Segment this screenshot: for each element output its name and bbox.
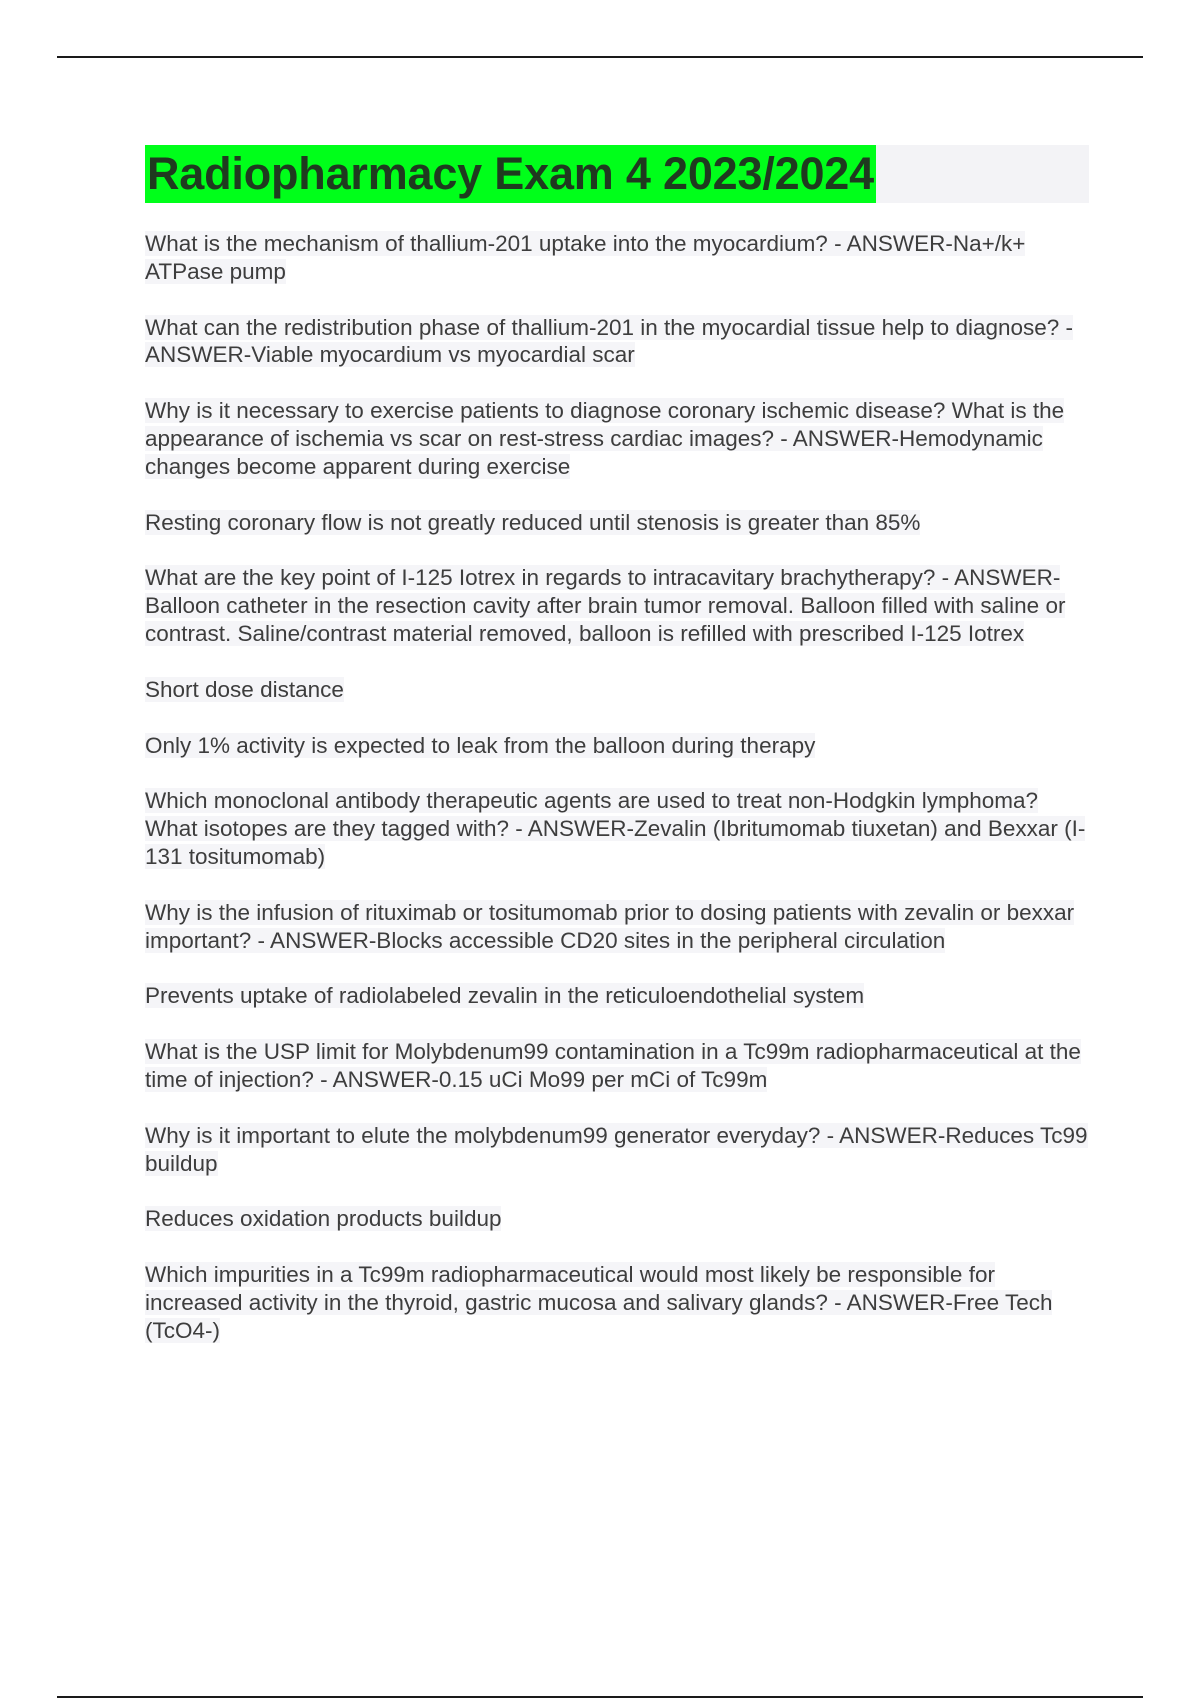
document-body [145,145,1089,1373]
qa-paragraph: Which impurities in a Tc99m radiopharmaceutical would most likely be responsible for increased activity in the thyroid, gastric mucosa and salivary glands? - ANSWER-Free Tech (TcO4-) [145,1262,1053,1343]
note-paragraph: Resting coronary flow is not greatly reduced until stenosis is greater than 85% [145,509,921,535]
note-paragraph: Prevents uptake of radiolabeled zevalin in the reticuloendothelial system [145,983,865,1009]
note-paragraph: Reduces oxidation products buildup [145,1206,502,1232]
qa-paragraph: What is the USP limit for Molybdenum99 contamination in a Tc99m radiopharmaceutical at the time of injection? - ANSWER-0.15 uCi Mo99 per mCi of Tc99m [145,1039,1081,1092]
qa-paragraph: Why is the infusion of rituximab or tositumomab prior to dosing patients with zevalin or bexxar important? - ANSWER-Blocks accessible CD20 sites in the peripheral circulation [145,899,1075,953]
note-paragraph: Short dose distance [145,676,344,702]
bottom-rule [57,1696,1143,1698]
top-rule [57,56,1143,58]
title-band [145,145,1089,203]
document-title: Radiopharmacy Exam 4 2023/2024 [145,145,876,203]
qa-paragraph: What are the key point of I-125 Iotrex in regards to intracavitary brachytherapy? - ANSWER-Balloon catheter in the resection cavity after brain tumor removal. Balloon filled with saline or contrast. Saline/contrast material removed, balloon is refilled with prescribed I-125 Iotrex [145,565,1066,646]
qa-paragraph: Why is it important to elute the molybdenum99 generator everyday? - ANSWER-Reduces Tc99 buildup [145,1122,1088,1176]
note-paragraph: Only 1% activity is expected to leak from the balloon during therapy [145,732,816,758]
qa-paragraph: Which monoclonal antibody therapeutic agents are used to treat non-Hodgkin lymphoma? What isotopes are they tagged with? - ANSWER-Zevalin (Ibritumomab tiuxetan) and Bexxar (I-131 tositumomab) [145,788,1086,869]
qa-paragraph: Why is it necessary to exercise patients to diagnose coronary ischemic disease? What is the appearance of ischemia vs scar on rest-stress cardiac images? - ANSWER-Hemodynamic changes become apparent during exercise [145,398,1065,479]
qa-paragraph: What is the mechanism of thallium-201 uptake into the myocardium? - ANSWER-Na+/k+ ATPase pump [145,231,1026,284]
qa-paragraph: What can the redistribution phase of thallium-201 in the myocardial tissue help to diagnose? - ANSWER-Viable myocardium vs myocardial scar [145,314,1074,368]
